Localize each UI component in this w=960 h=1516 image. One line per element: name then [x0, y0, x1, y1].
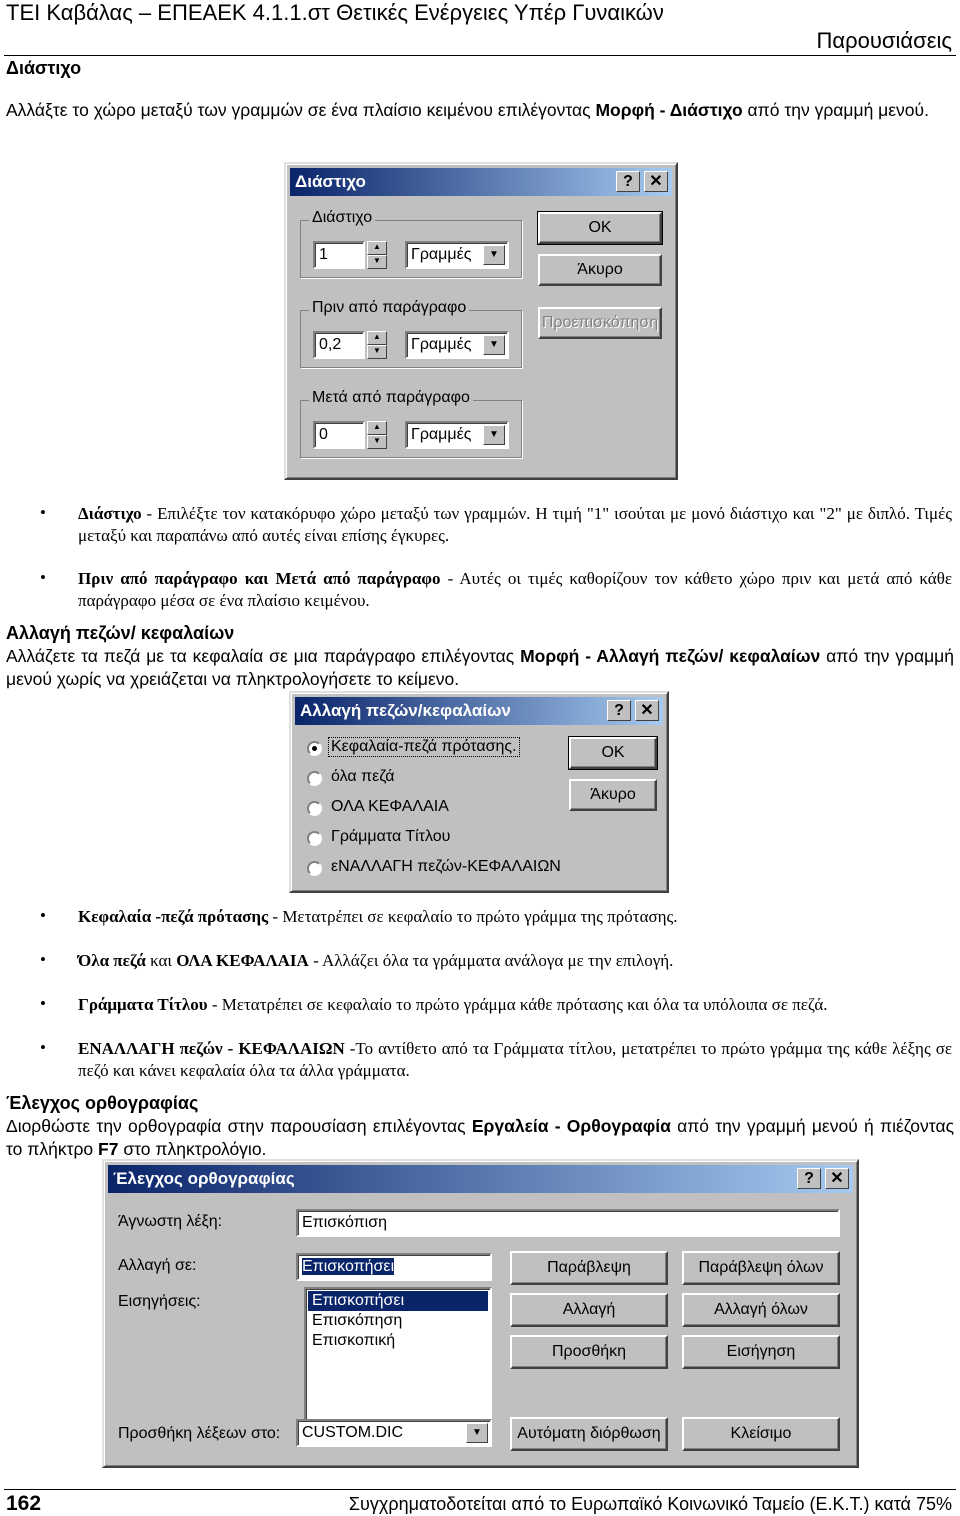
- suggestions-label: Εισηγήσεις:: [118, 1293, 201, 1310]
- group-label: Μετά από παράγραφο: [309, 389, 473, 407]
- option-lowercase-label[interactable]: όλα πεζά: [331, 768, 395, 785]
- dialog-title-bar: Αλλαγή πεζών/κεφαλαίων ? ✕: [295, 697, 663, 725]
- list-item[interactable]: Επισκοπήσει: [308, 1291, 488, 1311]
- change-button[interactable]: Αλλαγή: [510, 1293, 668, 1327]
- group-label: Διάστιχο: [309, 209, 375, 227]
- spacing-intro: Αλλάξτε το χώρο μεταξύ των γραμμών σε ένα πλαίσιο κειμένου επιλέγοντας Μορφή - Διάστιχο από την γραμμή μενού.: [6, 100, 929, 120]
- change-to-label: Αλλαγή σε:: [118, 1257, 197, 1274]
- close-button[interactable]: ✕: [825, 1168, 849, 1189]
- change-all-button[interactable]: Αλλαγή όλων: [682, 1293, 840, 1327]
- footer-text: Συγχρηματοδοτείται από το Ευρωπαϊκό Κοινωνικό Ταμείο (Ε.Κ.Τ.) κατά 75%: [348, 1494, 952, 1514]
- after-paragraph-spinner[interactable]: ▲ ▼: [367, 421, 387, 449]
- bullet-dot: •: [40, 503, 46, 522]
- option-sentence-case-label[interactable]: Κεφαλαία-πεζά πρότασης.: [331, 738, 517, 755]
- line-spacing-unit-select[interactable]: Γραμμές ▼: [405, 241, 509, 269]
- chevron-down-icon: ▼: [483, 335, 505, 355]
- spelling-dialog: [102, 1159, 859, 1468]
- change-case-dialog: [289, 691, 669, 893]
- list-item[interactable]: Επισκοπική: [312, 1332, 396, 1349]
- group-label: Πριν από παράγραφο: [309, 299, 469, 317]
- bullet-dot: •: [40, 994, 46, 1013]
- line-spacing-spinner[interactable]: ▲ ▼: [367, 241, 387, 269]
- cancel-button[interactable]: Άκυρο: [569, 779, 657, 811]
- close-button[interactable]: ✕: [644, 171, 668, 192]
- section-heading-spacing: Διάστιχο: [6, 58, 82, 78]
- line-spacing-input[interactable]: 1: [313, 241, 365, 269]
- close-button[interactable]: ✕: [635, 700, 659, 721]
- line-spacing-group: [300, 209, 522, 278]
- chevron-down-icon: ▼: [483, 425, 505, 445]
- option-toggle-case-radio[interactable]: [307, 861, 322, 876]
- option-title-case-label[interactable]: Γράμματα Τίτλου: [331, 828, 451, 845]
- case-bullet-4: ΕΝΑΛΛΑΓΗ πεζών - ΚΕΦΑΛΑΙΩΝ -Το αντίθετο από τα Γράμματα τίτλου, μετατρέπει το πρώτο γράμμα της κάθε λέξης σε πεζό και κάνει κεφαλαία όλα τα άλλα γράμματα.: [78, 1039, 952, 1080]
- ok-button[interactable]: OK: [538, 212, 662, 244]
- add-words-to-label: Προσθήκη λέξεων στο:: [118, 1425, 281, 1442]
- help-button[interactable]: ?: [607, 700, 631, 721]
- option-uppercase-label[interactable]: ΟΛΑ ΚΕΦΑΛΑΙΑ: [331, 798, 449, 815]
- dialog-title-bar: Διάστιχο ? ✕: [290, 168, 672, 196]
- suggestions-list[interactable]: [304, 1287, 492, 1429]
- page-number: 162: [6, 1492, 42, 1515]
- header-section: Παρουσιάσεις: [816, 28, 952, 53]
- change-to-input[interactable]: Επισκοπήσει: [296, 1253, 492, 1281]
- dictionary-select[interactable]: CUSTOM.DIC ▼: [296, 1419, 492, 1447]
- bullet-dot: •: [40, 568, 46, 587]
- header-rule: [4, 55, 956, 56]
- after-paragraph-group: [300, 389, 522, 458]
- unknown-word-field: Επισκόπιση: [296, 1209, 840, 1237]
- option-title-case-radio[interactable]: [307, 831, 322, 846]
- after-paragraph-unit-select[interactable]: Γραμμές ▼: [405, 421, 509, 449]
- ok-button[interactable]: OK: [569, 737, 657, 769]
- option-uppercase-radio[interactable]: [307, 801, 322, 816]
- case-bullet-2: Όλα πεζά και ΟΛΑ ΚΕΦΑΛΑΙΑ - Αλλάζει όλα τα γράμματα ανάλογα με την επιλογή.: [78, 951, 674, 970]
- ignore-all-button[interactable]: Παράβλεψη όλων: [682, 1251, 840, 1285]
- before-paragraph-spinner[interactable]: ▲ ▼: [367, 331, 387, 359]
- spacing-bullet-2: Πριν από παράγραφο και Μετά από παράγραφο - Αυτές οι τιμές καθορίζουν τον κάθετο χώρο πριν και μετά από κάθε παράγραφο μέσα σε ένα πλαίσιο κειμένου.: [78, 569, 952, 610]
- spacing-bullet-1: Διάστιχο - Επιλέξτε τον κατακόρυφο χώρο μεταξύ των γραμμών. Η τιμή "1" ισούται με μονό διάστιχο και "2" με διπλό. Τιμές μεταξύ και παραπάνω από αυτές είναι επίσης έγκυρες.: [78, 504, 952, 545]
- spacing-dialog: [284, 162, 678, 480]
- after-paragraph-input[interactable]: 0: [313, 421, 365, 449]
- help-button[interactable]: ?: [616, 171, 640, 192]
- list-item[interactable]: Επισκόπηση: [312, 1312, 403, 1329]
- option-toggle-case-label[interactable]: εΝΑΛΛΑΓΗ πεζών-ΚΕΦΑΛΑΙΩΝ: [331, 858, 561, 875]
- preview-button[interactable]: Προεπισκόπηση: [538, 307, 662, 339]
- close-dialog-button[interactable]: Κλείσιμο: [682, 1417, 840, 1451]
- before-paragraph-unit-select[interactable]: Γραμμές ▼: [405, 331, 509, 359]
- chevron-down-icon: ▼: [466, 1423, 488, 1443]
- autocorrect-button[interactable]: Αυτόματη διόρθωση: [510, 1417, 668, 1451]
- section-heading-spelling: Έλεγχος ορθογραφίας: [6, 1093, 199, 1113]
- section-heading-case: Αλλαγή πεζών/ κεφαλαίων: [6, 623, 235, 643]
- case-bullet-1: Κεφαλαία -πεζά πρότασης - Μετατρέπει σε κεφαλαίο το πρώτο γράμμα της πρότασης.: [78, 907, 678, 926]
- help-button[interactable]: ?: [797, 1168, 821, 1189]
- before-paragraph-group: [300, 299, 522, 368]
- footer-rule: [4, 1489, 956, 1490]
- option-lowercase-radio[interactable]: [307, 771, 322, 786]
- bullet-dot: •: [40, 1038, 46, 1057]
- add-button[interactable]: Προσθήκη: [510, 1335, 668, 1369]
- spelling-intro: Διορθώστε την ορθογραφία στην παρουσίαση επιλέγοντας Εργαλεία - Ορθογραφία από την γραμμή μενού ή πιέζοντας το πλήκτρο F7 στο πληκτρολόγιο.: [6, 1116, 954, 1159]
- bullet-dot: •: [40, 950, 46, 969]
- suggest-button[interactable]: Εισήγηση: [682, 1335, 840, 1369]
- option-sentence-case-radio[interactable]: [307, 741, 322, 756]
- chevron-down-icon: ▼: [483, 245, 505, 265]
- case-bullet-3: Γράμματα Τίτλου - Μετατρέπει σε κεφαλαίο το πρώτο γράμμα κάθε πρότασης και όλα τα υπόλοιπα σε πεζά.: [78, 995, 828, 1014]
- before-paragraph-input[interactable]: 0,2: [313, 331, 365, 359]
- dialog-title-bar: Έλεγχος ορθογραφίας ? ✕: [108, 1165, 853, 1193]
- header-title: ΤΕΙ Καβάλας – ΕΠΕΑΕΚ 4.1.1.στ Θετικές Ενέργειες Υπέρ Γυναικών: [6, 0, 664, 25]
- ignore-button[interactable]: Παράβλεψη: [510, 1251, 668, 1285]
- cancel-button[interactable]: Άκυρο: [538, 254, 662, 286]
- bullet-dot: •: [40, 906, 46, 925]
- case-intro: Αλλάζετε τα πεζά με τα κεφαλαία σε μια παράγραφο επιλέγοντας Μορφή - Αλλαγή πεζών/ κεφαλαίων από την γραμμή μενού χωρίς να χρειάζεται να πληκτρολογήσετε το κείμενο.: [6, 646, 954, 689]
- unknown-word-label: Άγνωστη λέξη:: [118, 1213, 223, 1230]
